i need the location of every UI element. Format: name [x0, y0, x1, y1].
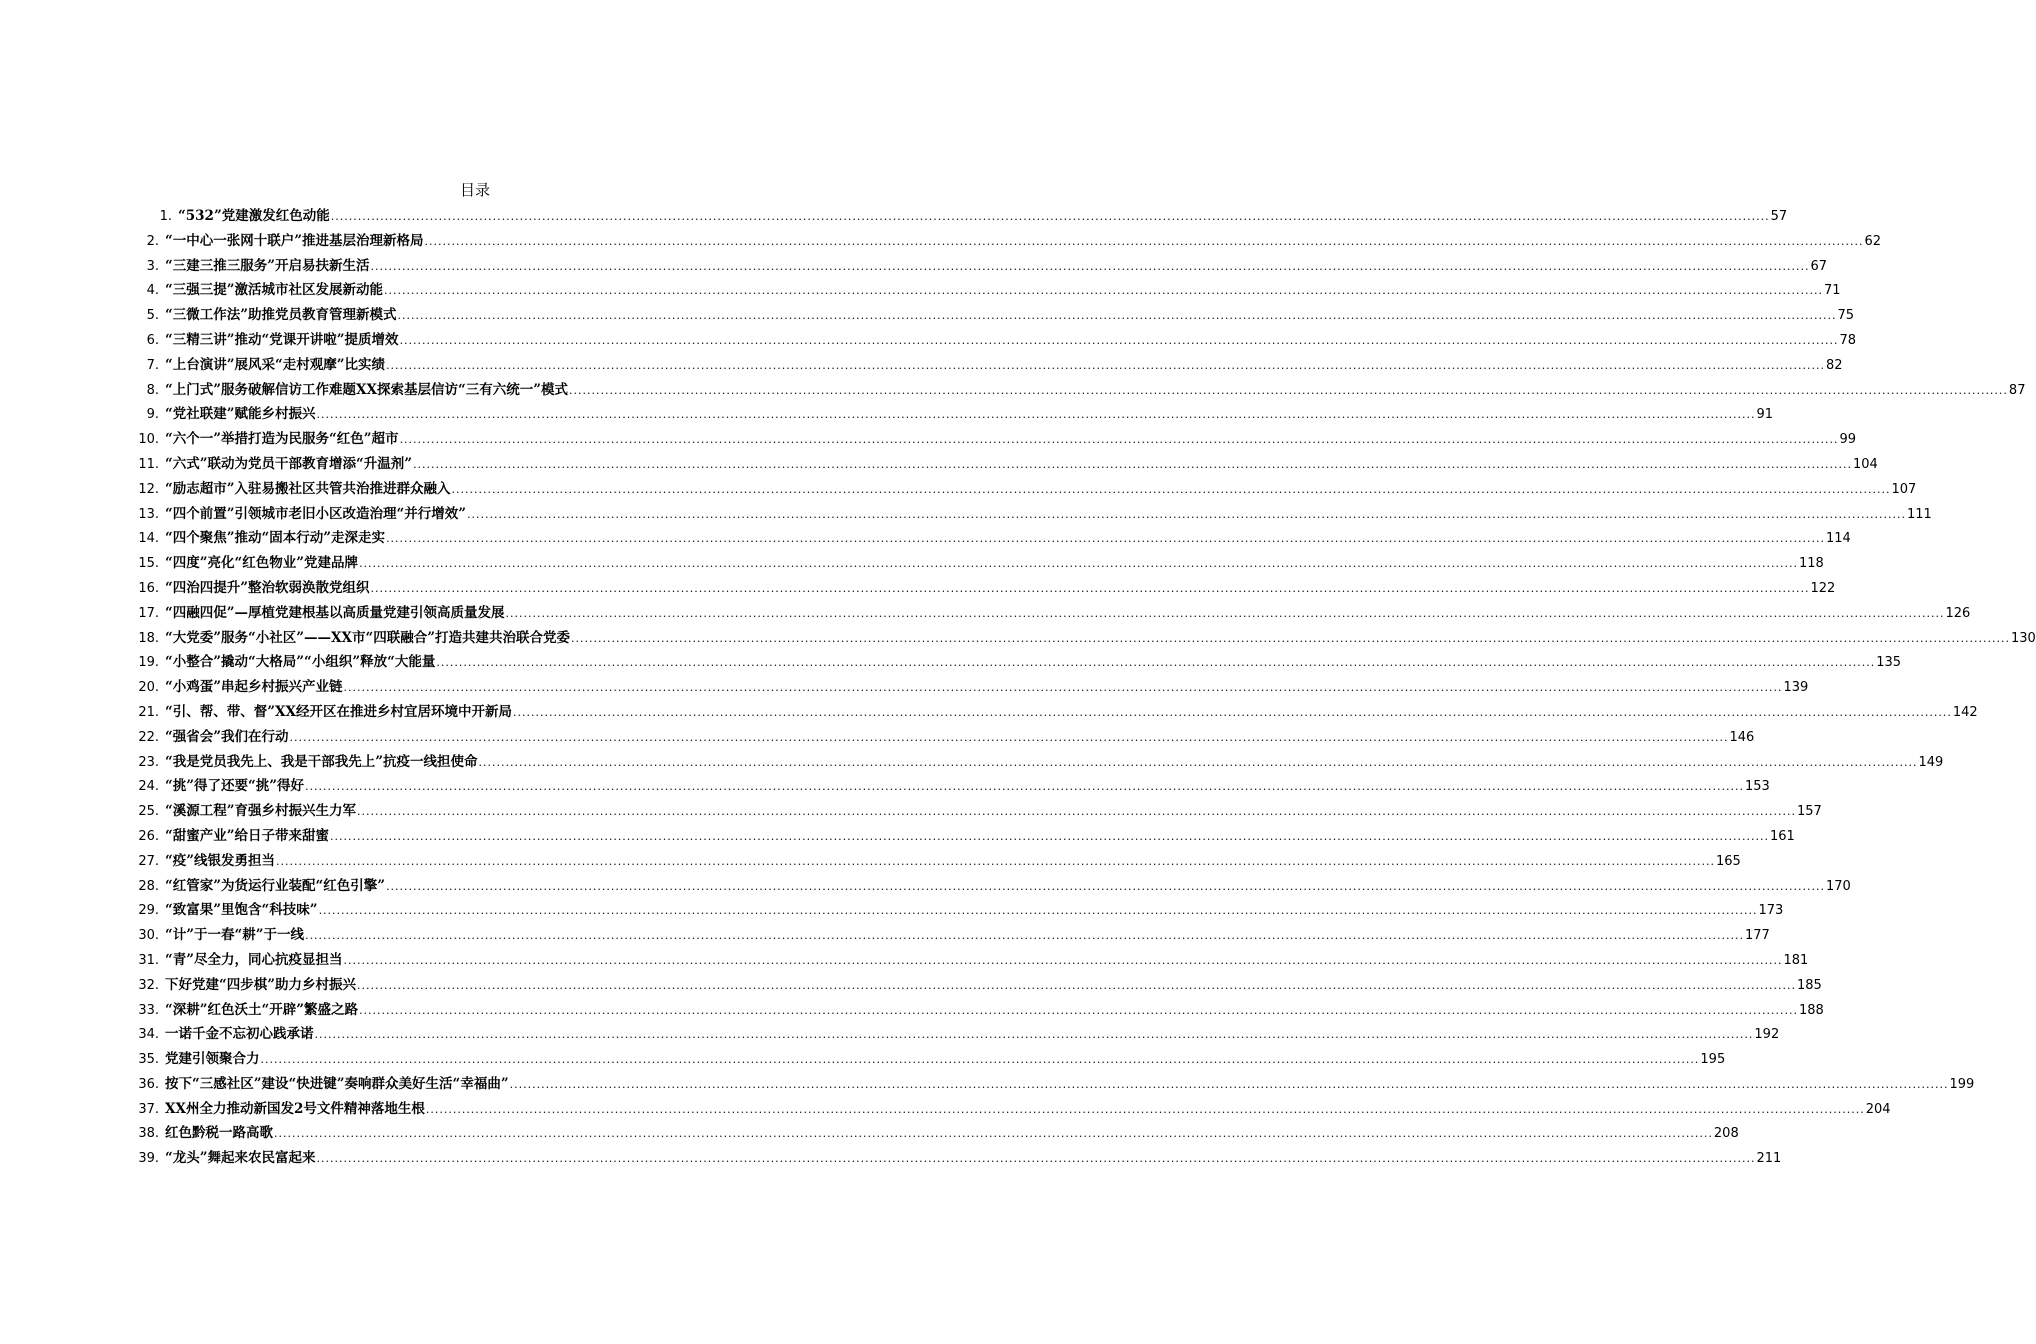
- toc-entry-page-number: 208: [1713, 1126, 1739, 1142]
- toc-entry-number: 7.: [146, 357, 159, 373]
- toc-entry-title: “青”尽全力，同心抗疫显担当: [165, 951, 343, 968]
- toc-entry-leader-dots: [426, 1098, 1865, 1123]
- toc-entry-number: 39.: [138, 1151, 159, 1167]
- toc-entry[interactable]: [125, 799, 1822, 824]
- toc-entry[interactable]: [125, 1047, 1726, 1072]
- toc-entry-page-number: 204: [1865, 1101, 1891, 1117]
- toc-entry-number: 26.: [138, 828, 159, 844]
- toc-entry-number: 16.: [138, 580, 159, 596]
- toc-entry[interactable]: [125, 328, 1857, 353]
- toc-entry-page-number: 135: [1876, 655, 1902, 671]
- toc-entry-page-number: 185: [1796, 977, 1822, 993]
- toc-entry-number: 12.: [138, 481, 159, 497]
- toc-entry[interactable]: [125, 675, 1809, 700]
- toc-entry-leader-dots: [305, 924, 1744, 949]
- toc-entry-title: “深耕”红色沃土“开辟”繁盛之路: [165, 1001, 359, 1018]
- toc-entry[interactable]: [125, 626, 2036, 651]
- toc-entry-number: 38.: [138, 1126, 159, 1142]
- toc-entry-title: “大党委”服务“小社区”——XX市“四联融合”打造共建共治联合党委: [165, 629, 571, 646]
- toc-entry-title: “六个一”举措打造为民服务“红色”超市: [165, 431, 399, 448]
- toc-entry-number: 11.: [138, 456, 159, 472]
- toc-entry[interactable]: [125, 303, 1854, 328]
- toc-entry-leader-dots: [276, 850, 1715, 875]
- toc-entry-number: 10.: [138, 432, 159, 448]
- toc-entry-page-number: 146: [1729, 729, 1755, 745]
- toc-entry[interactable]: [125, 874, 1851, 899]
- toc-entry[interactable]: [125, 378, 2026, 403]
- toc-entry-page-number: 57: [1770, 209, 1788, 224]
- toc-entry-title: “四个前置”引领城市老旧小区改造治理“并行增效”: [165, 505, 467, 522]
- toc-entry-leader-dots: [261, 1048, 1700, 1073]
- toc-entry[interactable]: [125, 278, 1841, 303]
- toc-entry-title: “三强三提”激活城市社区发展新动能: [165, 282, 384, 299]
- toc-entry-number: 28.: [138, 878, 159, 894]
- toc-entry-title: XX州全力推动新国发2号文件精神落地生根: [165, 1100, 425, 1117]
- toc-entry-leader-dots: [359, 552, 1798, 577]
- toc-entry-page-number: 87: [2008, 382, 2026, 398]
- toc-entry-number: 25.: [138, 804, 159, 820]
- toc-entry-leader-dots: [506, 602, 1945, 627]
- toc-entry[interactable]: [125, 1146, 1782, 1171]
- toc-entry-title: “甜蜜产业”给日子带来甜蜜: [165, 827, 330, 844]
- toc-entry-leader-dots: [317, 1147, 1756, 1172]
- toc-entry-title: 按下“三感社区”建设“快进键”奏响群众美好生活“幸福曲”: [165, 1075, 509, 1092]
- toc-entry-leader-dots: [467, 503, 1906, 528]
- toc-entry-leader-dots: [330, 825, 1769, 850]
- toc-entry-leader-dots: [386, 527, 1825, 552]
- toc-entry-number: 37.: [138, 1101, 159, 1117]
- toc-entry-leader-dots: [319, 899, 1758, 924]
- toc-entry-page-number: 91: [1756, 407, 1773, 423]
- toc-entry-page-number: 130: [2010, 630, 2036, 646]
- toc-entry-title: “三微工作法”助推党员教育管理新模式: [165, 307, 397, 324]
- toc-entry-page-number: 192: [1754, 1027, 1780, 1043]
- toc-entry-page-number: 78: [1839, 332, 1857, 348]
- toc-entry-page-number: 153: [1744, 779, 1770, 795]
- toc-entry-page-number: 165: [1715, 853, 1741, 869]
- toc-entry[interactable]: [125, 353, 1843, 378]
- toc-entry-leader-dots: [479, 751, 1918, 776]
- toc-entry-title: “上门式”服务破解信访工作难题XX探索基层信访“三有六统一”模式: [165, 381, 569, 398]
- toc-entry-page-number: 195: [1700, 1052, 1726, 1068]
- toc-entry-page-number: 181: [1783, 952, 1809, 968]
- toc-entry-leader-dots: [513, 701, 1952, 726]
- toc-entry-leader-dots: [386, 875, 1825, 900]
- toc-entry-leader-dots: [398, 304, 1837, 329]
- toc-entry-title: “四融四促”—厚植党建根基以高质量党建引领高质量发展: [165, 604, 505, 621]
- toc-entry-title: “532”党建激发红色动能: [178, 208, 330, 224]
- toc-entry[interactable]: [125, 1121, 1739, 1146]
- toc-entry-page-number: 75: [1837, 308, 1854, 324]
- toc-entry-page-number: 142: [1952, 704, 1978, 720]
- toc-entry-number: 2.: [146, 233, 159, 249]
- toc-entry-title: “致富果”里饱含“科技味”: [165, 902, 318, 919]
- toc-entry-page-number: 157: [1796, 804, 1822, 820]
- toc-entry-leader-dots: [384, 279, 1823, 304]
- toc-entry[interactable]: [125, 750, 1944, 775]
- toc-entry-page-number: 104: [1852, 456, 1878, 472]
- toc-list: [125, 204, 2036, 1171]
- toc-entry[interactable]: [125, 650, 1902, 675]
- toc-entry-number: 15.: [138, 556, 159, 572]
- toc-entry-number: 19.: [138, 655, 159, 671]
- toc-entry-page-number: 199: [1949, 1076, 1975, 1092]
- toc-entry-number: 21.: [138, 704, 159, 720]
- toc-entry[interactable]: [125, 1072, 1975, 1097]
- toc-entry-title: “励志超市”入驻易搬社区共管共治推进群众融入: [165, 480, 451, 497]
- toc-entry-leader-dots: [436, 651, 1875, 676]
- toc-entry-title: “一中心一张网十联户”推进基层治理新格局: [165, 232, 424, 249]
- toc-entry-leader-dots: [425, 230, 1864, 255]
- toc-entry[interactable]: [125, 998, 1824, 1023]
- toc-entry-title: 红色黔税一路高歌: [165, 1125, 273, 1142]
- toc-entry-page-number: 126: [1945, 605, 1971, 621]
- toc-entry-number: 35.: [138, 1052, 159, 1068]
- toc-entry-number: 30.: [138, 928, 159, 944]
- toc-entry[interactable]: [125, 601, 1971, 626]
- toc-entry-title: 党建引领聚合力: [165, 1051, 260, 1068]
- toc-entry[interactable]: [125, 923, 1770, 948]
- toc-entry-number: 13.: [138, 506, 159, 522]
- toc-entry-leader-dots: [344, 676, 1783, 701]
- toc-entry-title: “六式”联动为党员干部教育增添“升温剂”: [165, 455, 413, 472]
- toc-entry-number: 33.: [138, 1002, 159, 1018]
- toc-entry-page-number: 161: [1769, 828, 1795, 844]
- toc-entry-title: “三精三讲”推动“党课开讲啦”提质增效: [165, 331, 399, 348]
- toc-entry-title: “小鸡蛋”串起乡村振兴产业链: [165, 679, 343, 696]
- toc-entry-leader-dots: [305, 775, 1744, 800]
- toc-entry[interactable]: [125, 502, 1932, 527]
- toc-entry-page-number: 99: [1839, 432, 1857, 448]
- toc-entry-number: 4.: [146, 283, 159, 299]
- toc-entry[interactable]: [125, 700, 1978, 725]
- toc-entry-number: 5.: [146, 308, 159, 324]
- toc-entry[interactable]: [125, 204, 1788, 229]
- toc-entry[interactable]: [125, 551, 1824, 576]
- toc-entry-number: 3.: [146, 258, 159, 274]
- toc-entry-leader-dots: [357, 800, 1796, 825]
- toc-entry-number: 23.: [138, 754, 159, 770]
- toc-entry-leader-dots: [569, 379, 2008, 404]
- toc-entry-leader-dots: [386, 354, 1825, 379]
- toc-entry-number: 29.: [138, 903, 159, 919]
- toc-entry[interactable]: [125, 849, 1741, 874]
- toc-entry-page-number: 118: [1798, 556, 1824, 572]
- toc-entry-title: “三建三推三服务”开启易扶新生活: [165, 257, 370, 274]
- toc-entry-title: “引、帮、带、督”XX经开区在推进乡村宜居环境中开新局: [165, 703, 512, 720]
- toc-entry-number: 9.: [146, 407, 159, 423]
- toc-entry-number: 6.: [146, 332, 159, 348]
- toc-entry-leader-dots: [371, 577, 1810, 602]
- toc-entry-page-number: 173: [1758, 903, 1784, 919]
- toc-entry-title: “党社联建”赋能乡村振兴: [165, 406, 316, 423]
- toc-entry-number: 1.: [159, 209, 172, 224]
- toc-entry[interactable]: [125, 452, 1878, 477]
- toc-entry-leader-dots: [317, 403, 1756, 428]
- toc-entry-leader-dots: [357, 974, 1796, 999]
- toc-entry[interactable]: [125, 774, 1770, 799]
- toc-entry-page-number: 82: [1825, 357, 1843, 373]
- toc-entry-leader-dots: [331, 205, 1770, 230]
- toc-entry-page-number: 188: [1798, 1002, 1824, 1018]
- toc-entry[interactable]: [125, 898, 1784, 923]
- toc-entry-number: 14.: [138, 531, 159, 547]
- toc-entry[interactable]: [125, 229, 1881, 254]
- toc-entry-leader-dots: [571, 627, 2010, 652]
- toc-entry-title: “强省会”我们在行动: [165, 728, 289, 745]
- toc-entry-title: “计”于一春“耕”于一线: [165, 927, 305, 944]
- toc-title: 目录: [459, 181, 490, 199]
- toc-entry-page-number: 122: [1810, 580, 1836, 596]
- toc-entry-leader-dots: [413, 453, 1852, 478]
- toc-entry-number: 20.: [138, 680, 159, 696]
- toc-entry-number: 8.: [146, 382, 159, 398]
- toc-entry[interactable]: [125, 1097, 1891, 1122]
- toc-entry-title: “我是党员我先上、我是干部我先上”抗疫一线担使命: [165, 753, 478, 770]
- toc-entry-number: 17.: [138, 605, 159, 621]
- toc-entry-page-number: 107: [1891, 481, 1917, 497]
- toc-entry-number: 27.: [138, 853, 159, 869]
- toc-entry-leader-dots: [290, 726, 1729, 751]
- toc-entry-title: “四度”亮化“红色物业”党建品牌: [165, 555, 359, 572]
- toc-entry-leader-dots: [400, 329, 1839, 354]
- toc-entry-title: “红管家”为货运行业装配“红色引擎”: [165, 877, 386, 894]
- toc-entry[interactable]: [125, 526, 1851, 551]
- toc-entry-page-number: 149: [1918, 754, 1944, 770]
- toc-entry-title: “小整合”撬动“大格局”“小组织”释放“大能量: [165, 654, 436, 671]
- toc-entry-title: “挑”得了还要“挑”得好: [165, 778, 305, 795]
- toc-entry-leader-dots: [371, 255, 1810, 280]
- toc-entry[interactable]: [125, 725, 1755, 750]
- toc-entry-title: 一诺千金不忘初心践承诺: [165, 1026, 314, 1043]
- toc-entry-title: “龙头”舞起来农民富起来: [165, 1150, 316, 1167]
- toc-entry-page-number: 177: [1744, 928, 1770, 944]
- toc-entry[interactable]: [125, 1022, 1780, 1047]
- toc-entry-page-number: 114: [1825, 531, 1851, 547]
- toc-entry[interactable]: [125, 254, 1827, 279]
- toc-entry-page-number: 139: [1783, 680, 1809, 696]
- toc-entry-leader-dots: [344, 949, 1783, 974]
- toc-entry-page-number: 211: [1756, 1151, 1782, 1167]
- toc-entry-page-number: 170: [1825, 878, 1851, 894]
- toc-entry-title: “四治四提升”整治软弱涣散党组织: [165, 579, 370, 596]
- toc-entry[interactable]: [125, 402, 1773, 427]
- toc-entry-title: “上台演讲”展风采“走村观摩”比实绩: [165, 356, 386, 373]
- toc-entry-number: 22.: [138, 729, 159, 745]
- toc-entry-leader-dots: [359, 999, 1798, 1024]
- toc-entry-title: “溪源工程”育强乡村振兴生力军: [165, 803, 357, 820]
- toc-entry-page-number: 62: [1864, 233, 1881, 249]
- toc-entry-leader-dots: [452, 478, 1891, 503]
- toc-entry-leader-dots: [315, 1023, 1754, 1048]
- toc-entry-page-number: 111: [1906, 506, 1932, 522]
- toc-entry-page-number: 67: [1810, 258, 1827, 274]
- toc-entry-number: 31.: [138, 952, 159, 968]
- toc-entry-number: 34.: [138, 1027, 159, 1043]
- toc-entry-number: 36.: [138, 1076, 159, 1092]
- toc-entry-leader-dots: [510, 1073, 1949, 1098]
- toc-entry-number: 24.: [138, 779, 159, 795]
- toc-entry-title: 下好党建“四步棋”助力乡村振兴: [165, 976, 357, 993]
- toc-entry[interactable]: [125, 948, 1809, 973]
- toc-entry[interactable]: [125, 427, 1857, 452]
- toc-entry-number: 32.: [138, 977, 159, 993]
- toc-entry-leader-dots: [274, 1122, 1713, 1147]
- toc-entry[interactable]: [125, 477, 1917, 502]
- toc-entry[interactable]: [125, 824, 1795, 849]
- toc-entry[interactable]: [125, 973, 1822, 998]
- toc-entry-title: “疫”线银发勇担当: [165, 852, 276, 869]
- toc-entry-number: 18.: [138, 630, 159, 646]
- toc-entry[interactable]: [125, 576, 1836, 601]
- toc-entry-title: “四个聚焦”推动“固本行动”走深走实: [165, 530, 386, 547]
- toc-entry-leader-dots: [400, 428, 1839, 453]
- toc-entry-page-number: 71: [1823, 283, 1841, 299]
